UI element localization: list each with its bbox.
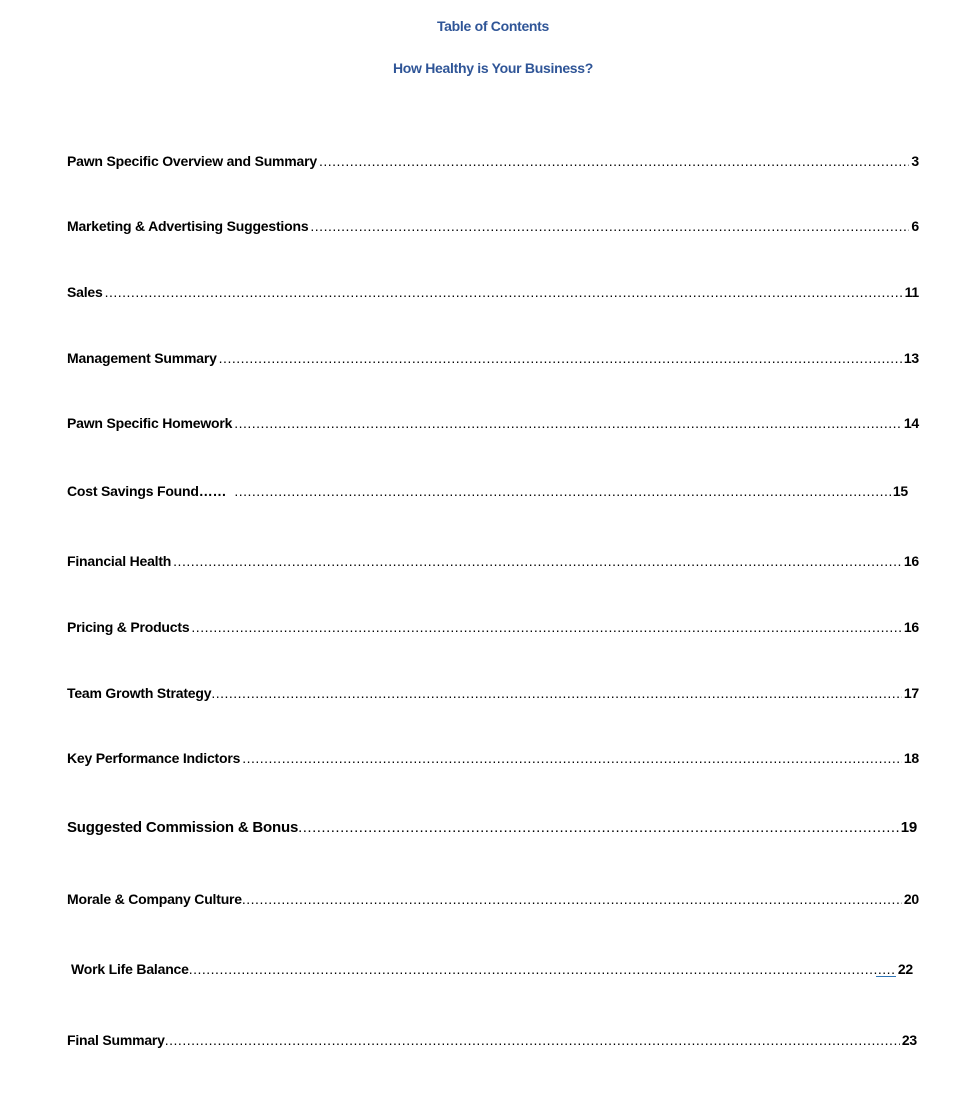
toc-entry-label: Pawn Specific Overview and Summary [67,153,317,169]
dot-leader [298,819,899,836]
toc-entry-kpi[interactable] [67,750,919,766]
toc-entry-label: Morale & Company Culture [67,891,242,907]
toc-entry-final-summary[interactable] [67,1032,917,1048]
toc-entry-page: 15 [892,483,908,499]
toc-entry-homework[interactable] [67,415,919,431]
dot-leader [234,415,902,431]
toc-entry-page: 18 [903,750,919,766]
toc-entry-label: Marketing & Advertising Suggestions [67,218,309,234]
toc-entry-page: 20 [903,891,919,907]
toc-entry-page: 6 [911,218,919,234]
toc-entry-team-growth[interactable] [67,685,919,701]
dot-leader [105,284,903,300]
dot-leader [211,685,901,701]
toc-entry-commission[interactable] [67,819,917,836]
toc-entry-overview[interactable] [67,153,919,169]
toc-entry-page: 3 [911,153,919,169]
toc-entry-label: Pawn Specific Homework [67,415,233,431]
toc-entry-label: Final Summary [67,1032,165,1048]
dot-leader [189,961,896,977]
hyperlink-underline [876,976,896,977]
toc-subtitle: How Healthy is Your Business? [392,60,594,76]
toc-entry-page: 14 [903,415,919,431]
dot-leader [242,750,902,766]
toc-entry-label: Pricing & Products [67,619,190,635]
toc-entry-label: Suggested Commission & Bonus [67,819,299,836]
toc-title: Table of Contents [436,18,550,34]
toc-entry-page: 13 [903,350,919,366]
dot-leader [234,483,890,499]
toc-entry-financial-health[interactable] [67,553,919,569]
toc-entry-page: 11 [904,284,919,300]
toc-entry-page: 16 [903,619,919,635]
toc-entry-label: Key Performance Indictors [67,750,241,766]
toc-entry-morale[interactable] [67,891,919,907]
dot-leader [310,218,909,234]
toc-entry-page: 22 [897,961,913,977]
toc-entry-label: Financial Health [67,553,172,569]
toc-entry-label: Sales [67,284,103,300]
toc-entry-page: 19 [900,819,917,836]
dot-leader [219,350,902,366]
dot-leader [191,619,901,635]
dot-leader [173,553,902,569]
dot-leader [165,1032,900,1048]
toc-entry-page: 23 [901,1032,917,1048]
toc-entry-marketing[interactable] [67,218,919,234]
toc-entry-label: Management Summary [67,350,217,366]
toc-entry-work-life[interactable] [71,961,913,977]
toc-entry-page: 16 [903,553,919,569]
toc-entry-label: Cost Savings Found…… [67,483,227,499]
toc-entry-label: Team Growth Strategy [67,685,212,701]
toc-entry-pricing[interactable] [67,619,919,635]
dot-leader [242,891,902,907]
dot-leader [319,153,909,169]
toc-entry-label: Work Life Balance [71,961,189,977]
toc-entry-sales[interactable] [67,284,919,300]
toc-entry-page: 17 [903,685,919,701]
toc-entry-management[interactable] [67,350,919,366]
toc-entry-cost-savings[interactable] [67,483,908,499]
